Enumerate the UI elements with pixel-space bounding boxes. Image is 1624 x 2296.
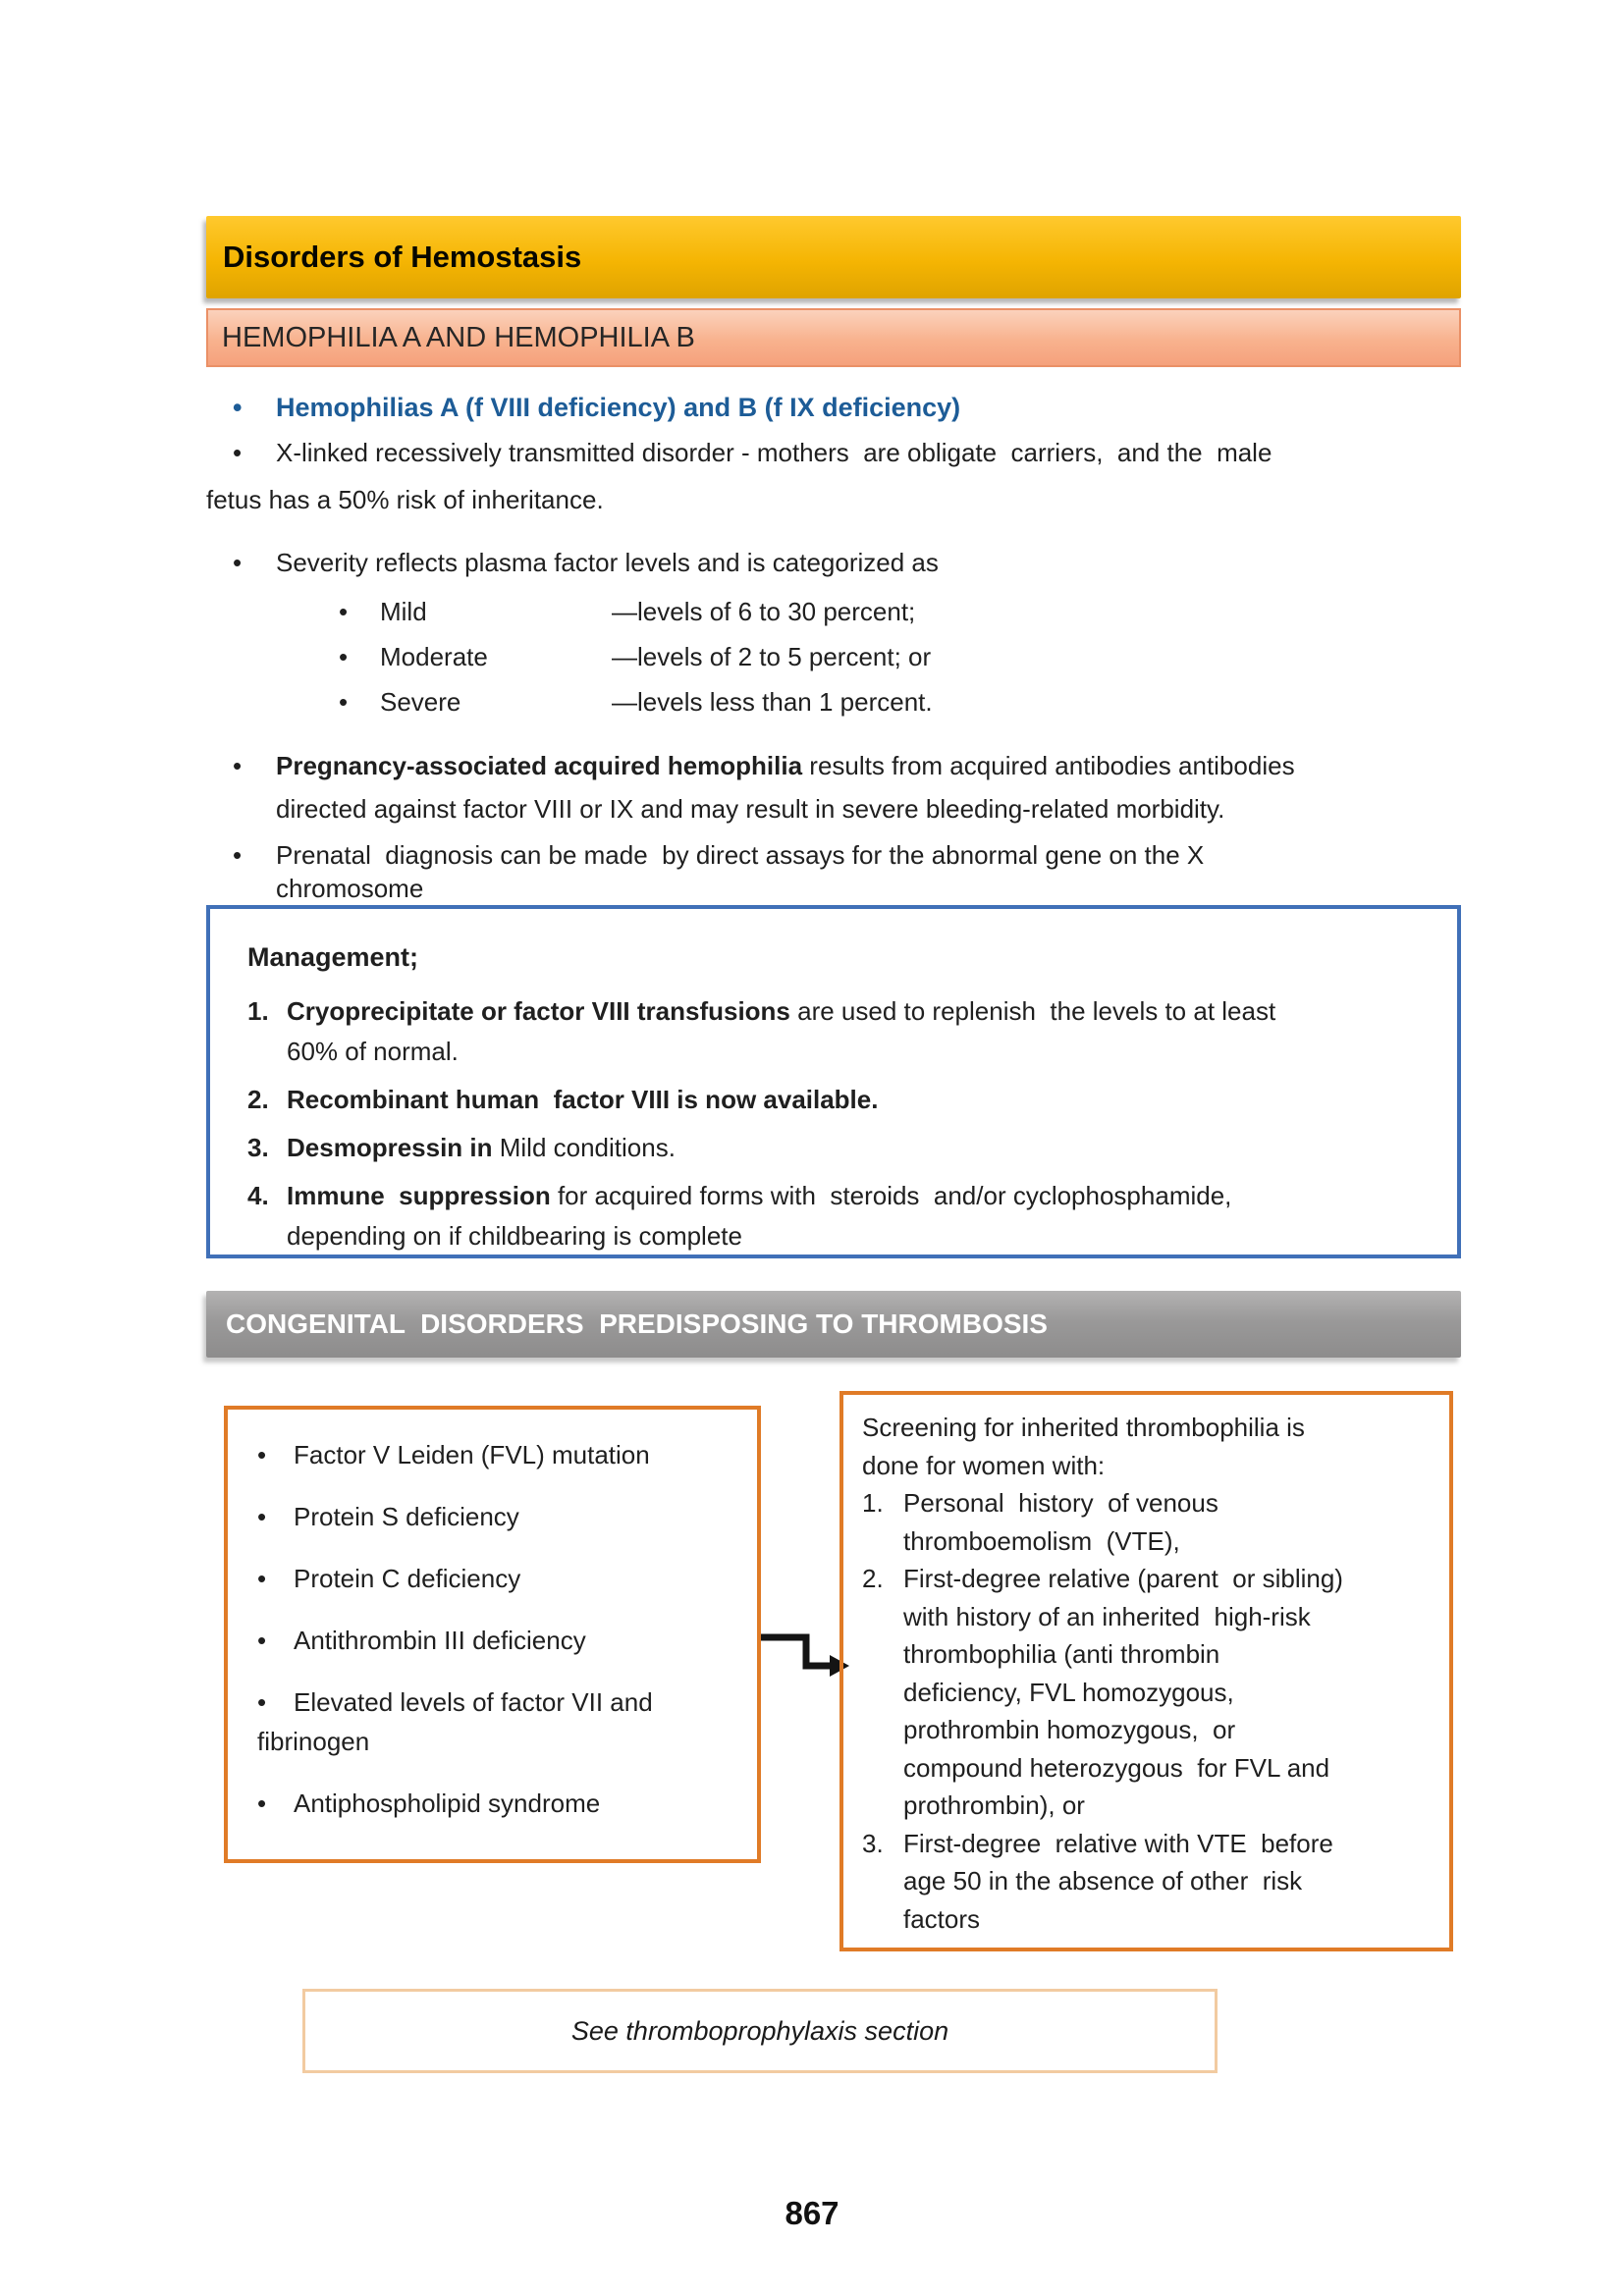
management-item-2 <box>247 1080 1437 1120</box>
risk-factor-text: Antithrombin III deficiency <box>294 1626 586 1655</box>
severity-definition: —levels of 2 to 5 percent; or <box>612 642 932 671</box>
congenital-section-title: CONGENITAL DISORDERS PREDISPOSING TO THROMBOSIS <box>226 1308 1048 1339</box>
bullet-severity <box>206 546 1461 579</box>
item-body <box>903 1560 1441 1825</box>
screening-intro-line1: Screening for inherited thrombophilia is <box>862 1413 1305 1442</box>
hemophilia-section-bar <box>206 308 1461 367</box>
severity-definition: —levels of 6 to 30 percent; <box>612 597 916 626</box>
item-number: 1. <box>862 1488 884 1518</box>
risk-factor-item <box>257 1559 749 1598</box>
risk-factor-continuation: fibrinogen <box>257 1727 370 1756</box>
screening-line: deficiency, FVL homozygous, <box>903 1677 1234 1707</box>
risk-factor-item <box>257 1435 749 1474</box>
screening-line: with history of an inherited high-risk <box>903 1601 1311 1631</box>
screening-item-1 <box>862 1484 1441 1560</box>
bullet-icon <box>206 838 276 905</box>
screening-line: factors <box>903 1903 981 1934</box>
bullet-icon <box>206 436 276 469</box>
item-body <box>903 1825 1441 1939</box>
item-lead: Recombinant human factor VIII is now available. <box>287 1085 879 1114</box>
risk-factor-line1: Elevated levels of factor VII and <box>294 1687 653 1717</box>
item-body <box>287 1128 1437 1168</box>
item-number: 2. <box>247 1085 269 1114</box>
screening-item-2 <box>862 1560 1441 1825</box>
risk-factor-item <box>257 1682 749 1761</box>
management-item-3 <box>247 1128 1437 1168</box>
bullet-icon <box>339 589 380 634</box>
thrombosis-diagram <box>206 1358 1461 1951</box>
bullet-prenatal-text <box>276 838 1461 905</box>
risk-factor-text: Factor V Leiden (FVL) mutation <box>294 1440 650 1469</box>
item-rest: Mild conditions. <box>492 1133 676 1162</box>
item-rest: are used to replenish the levels to at least <box>789 996 1276 1026</box>
prenatal-line2: chromosome <box>276 874 424 903</box>
item-lead: Immune suppression <box>287 1181 551 1210</box>
item-body <box>287 1080 1437 1120</box>
screening-line: compound heterozygous for FVL and <box>903 1752 1330 1783</box>
screening-line: prothrombin), or <box>903 1790 1085 1820</box>
see-note-text: See thromboprophylaxis section <box>570 2015 949 2046</box>
risk-factor-text: Protein C deficiency <box>294 1564 521 1593</box>
see-note-box <box>302 1989 1218 2073</box>
screening-line: thromboemolism (VTE), <box>903 1525 1180 1556</box>
hemophilia-section-title: HEMOPHILIA A AND HEMOPHILIA B <box>222 321 695 353</box>
bullet-icon <box>206 744 276 830</box>
bullet-x-linked-continuation: fetus has a 50% risk of inheritance. <box>206 485 604 514</box>
item-number: 3. <box>862 1828 884 1858</box>
item-body <box>287 991 1437 1072</box>
screening-intro-line2: done for women with: <box>862 1450 1106 1480</box>
bullet-icon <box>206 391 276 424</box>
bullet-x-linked <box>206 436 1461 469</box>
management-title: Management; <box>247 942 419 972</box>
elbow-arrow-icon <box>759 1629 852 1681</box>
congenital-section-bar <box>206 1291 1461 1358</box>
pregnancy-lead: Pregnancy-associated acquired hemophilia <box>276 751 803 780</box>
page-content <box>206 0 1461 2073</box>
screening-line: thrombophilia (anti thrombin <box>903 1639 1220 1669</box>
bullet-icon <box>257 1621 294 1660</box>
item-number: 1. <box>247 996 269 1026</box>
bullet-icon <box>257 1497 294 1536</box>
pregnancy-rest: results from acquired antibodies antibodies <box>802 751 1295 780</box>
bullet-x-linked-text: X-linked recessively transmitted disorder - mothers are obligate carriers, and the male <box>276 438 1272 467</box>
screening-line: First-degree relative (parent or sibling) <box>903 1564 1343 1593</box>
risk-factor-item <box>257 1621 749 1660</box>
pregnancy-continuation: directed against factor VIII or IX and may result in severe bleeding-related morbidity. <box>276 794 1225 824</box>
bullet-icon <box>257 1435 294 1474</box>
bullet-icon <box>257 1559 294 1598</box>
screening-line: First-degree relative with VTE before <box>903 1828 1333 1858</box>
item-number: 2. <box>862 1564 884 1593</box>
page-title-bar <box>206 216 1461 298</box>
severity-row-moderate <box>339 634 1461 679</box>
item-number: 4. <box>247 1181 269 1210</box>
item-body <box>287 1176 1437 1256</box>
screening-line: Personal history of venous <box>903 1488 1218 1518</box>
severity-term: Mild <box>380 597 427 626</box>
screening-item-3 <box>862 1825 1441 1939</box>
bullet-pregnancy-text <box>276 744 1461 830</box>
bullet-prenatal <box>206 838 1461 905</box>
management-box <box>206 905 1461 1258</box>
severity-list <box>206 589 1461 724</box>
bullet-severity-text: Severity reflects plasma factor levels and is categorized as <box>276 548 939 577</box>
severity-term: Moderate <box>380 642 488 671</box>
severity-definition: —levels less than 1 percent. <box>612 687 933 717</box>
bullet-icon <box>206 546 276 579</box>
item-body <box>903 1484 1441 1560</box>
item-lead: Cryoprecipitate or factor VIII transfusions <box>287 996 790 1026</box>
bullet-hemophilias-text: Hemophilias A (f VIII deficiency) and B (f IX deficiency) <box>276 393 961 422</box>
prenatal-line1: Prenatal diagnosis can be made by direct assays for the abnormal gene on the X <box>276 840 1205 870</box>
risk-factor-text <box>257 1682 653 1761</box>
screening-box <box>839 1391 1453 1951</box>
risk-factor-item <box>257 1784 749 1823</box>
risk-factor-text: Protein S deficiency <box>294 1502 519 1531</box>
item-continuation: 60% of normal. <box>287 1037 459 1066</box>
severity-row-severe <box>339 679 1461 724</box>
screening-line: prothrombin homozygous, or <box>903 1715 1236 1744</box>
bullet-icon <box>339 679 380 724</box>
bullet-icon <box>339 634 380 679</box>
bullet-pregnancy-acquired <box>206 744 1461 830</box>
item-continuation: depending on if childbearing is complete <box>287 1221 742 1251</box>
management-item-1 <box>247 991 1437 1072</box>
item-lead: Desmopressin in <box>287 1133 493 1162</box>
management-item-4 <box>247 1176 1437 1256</box>
bullet-icon <box>257 1784 294 1823</box>
risk-factor-text: Antiphospholipid syndrome <box>294 1789 601 1818</box>
page-title: Disorders of Hemostasis <box>223 240 582 274</box>
item-number: 3. <box>247 1133 269 1162</box>
item-rest: for acquired forms with steroids and/or cyclophosphamide, <box>550 1181 1232 1210</box>
risk-factor-box <box>224 1406 761 1863</box>
severity-term: Severe <box>380 687 461 717</box>
page-number: 867 <box>785 2195 839 2231</box>
risk-factor-item <box>257 1497 749 1536</box>
severity-row-mild <box>339 589 1461 634</box>
bullet-hemophilias <box>206 391 1461 424</box>
screening-line: age 50 in the absence of other risk <box>903 1866 1303 1896</box>
